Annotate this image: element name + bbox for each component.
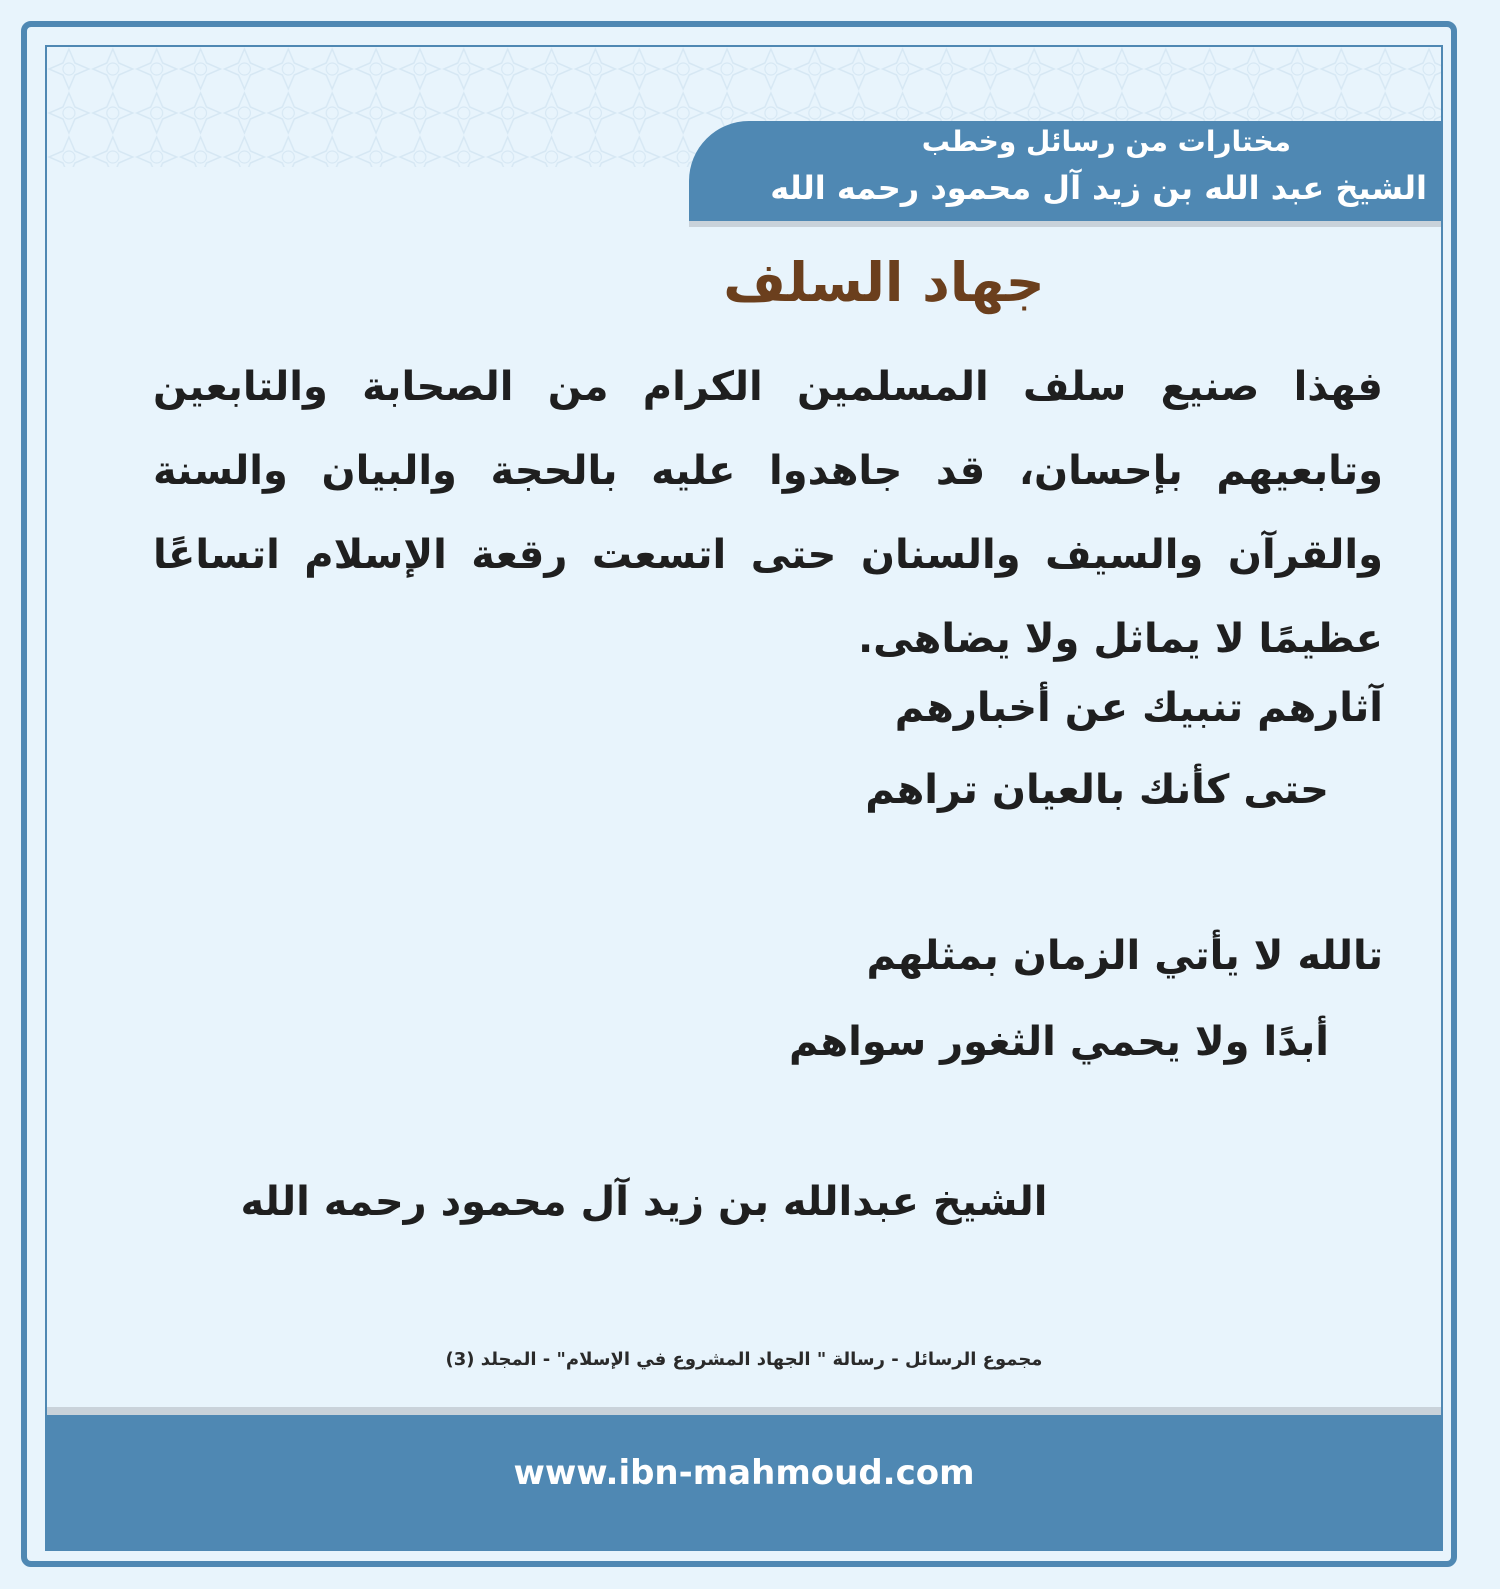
poem-verse-3: تالله لا يأتي الزمان بمثلهم <box>866 933 1383 979</box>
inner-frame <box>45 45 1443 1551</box>
poem-verse-1: آثارهم تنبيك عن أخبارهم <box>894 685 1383 731</box>
source-citation: مجموع الرسائل - رسالة " الجهاد المشروع في الإسلام" - المجلد (3) <box>445 1349 1043 1370</box>
website-url: www.ibn-mahmoud.com <box>513 1453 975 1493</box>
header-subtitle: مختارات من رسائل وخطب <box>921 125 1291 158</box>
header-banner <box>689 121 1441 221</box>
footer-divider <box>47 1407 1441 1415</box>
header-author: الشيخ عبد الله بن زيد آل محمود رحمه الله <box>770 169 1427 207</box>
outer-frame <box>21 21 1457 1567</box>
body-paragraph: فهذا صنيع سلف المسلمين الكرام من الصحابة والتابعين وتابعيهم بإحسان، قد جاهدوا عليه بالحجة والبيان والسنة والقرآن والسيف والسنان حتى اتسعت رقعة الإسلام اتساعًا عظيمًا لا يماثل ولا يضاهى. <box>153 364 1383 662</box>
author-signature: الشيخ عبدالله بن زيد آل محمود رحمه الله <box>240 1179 1048 1225</box>
poem-verse-4: أبدًا ولا يحمي الثغور سواهم <box>789 1019 1329 1065</box>
footer-bar <box>47 1415 1441 1549</box>
poem-verse-2: حتى كأنك بالعيان تراهم <box>865 767 1329 813</box>
page-title: جهاد السلف <box>723 251 1045 314</box>
